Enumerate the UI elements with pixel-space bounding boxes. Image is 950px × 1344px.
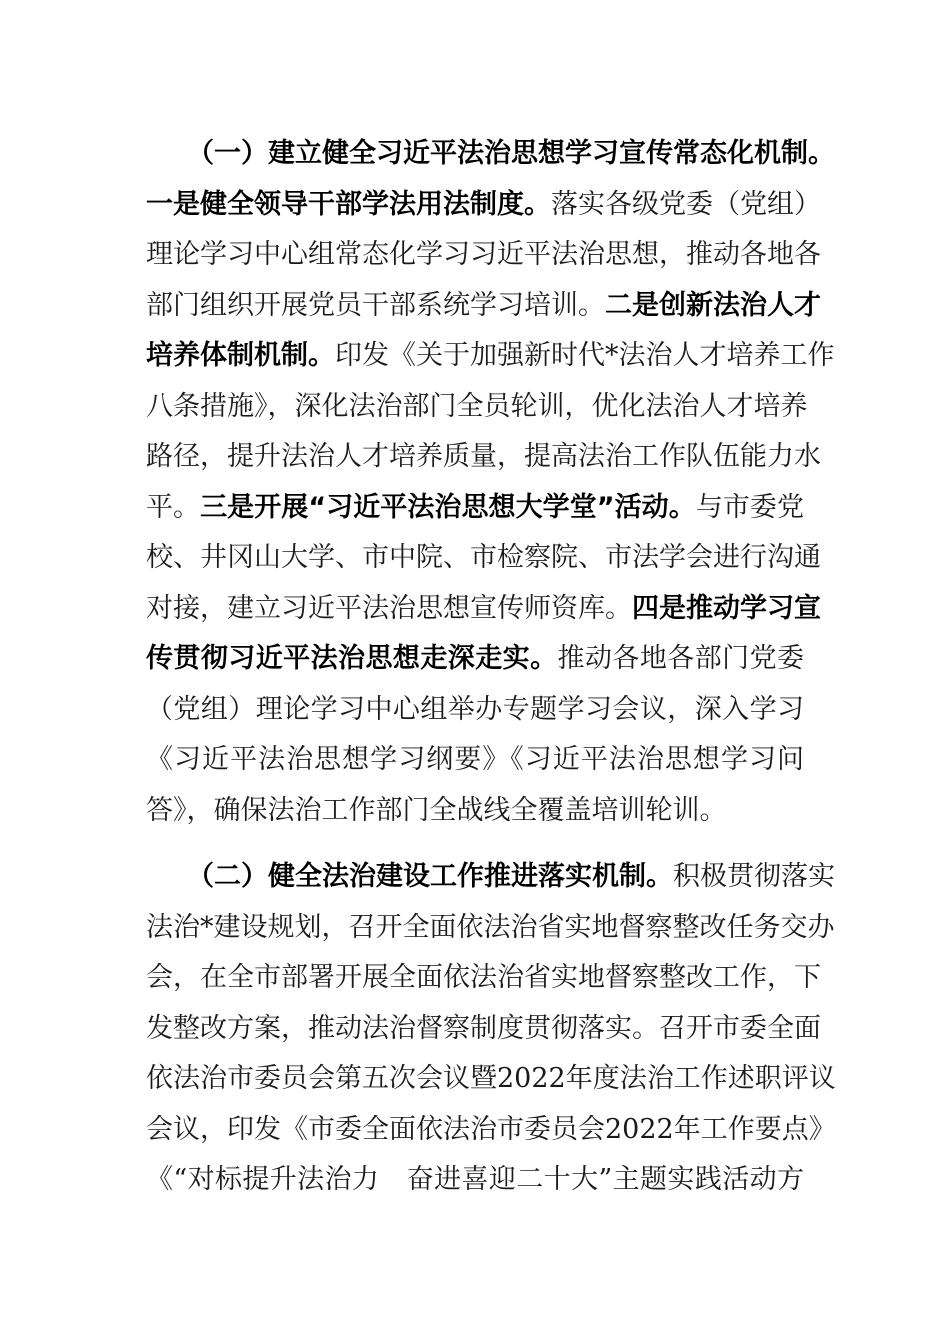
body-text: 依法治市委员会第五次会议暨2022年度法治工作述职评议 xyxy=(146,1063,836,1094)
text-line xyxy=(146,1054,836,1105)
subheading: 一是健全领导干部学法用法制度。 xyxy=(146,188,551,220)
text-line xyxy=(146,331,835,382)
subheading: 四是推动学习宣 xyxy=(632,592,821,624)
text-line xyxy=(146,432,821,483)
body-text: 会，在全市部署开展全面依法治省实地督察整改工作，下 xyxy=(146,962,821,993)
text-line xyxy=(146,129,835,180)
body-text: 路径，提升法治人才培养质量，提高法治工作队伍能力水 xyxy=(146,441,821,472)
text-line xyxy=(146,786,804,837)
text-line xyxy=(146,685,804,736)
text-line xyxy=(146,533,821,584)
subheading: 培养体制机制。 xyxy=(146,340,335,371)
body-text: （党组）理论学习中心组举办专题学习会议，深入学习 xyxy=(146,693,804,725)
document-body xyxy=(146,129,836,1206)
text-line xyxy=(146,1105,836,1156)
text-line xyxy=(146,230,821,281)
section-heading: （二）健全法治建设工作推进落实机制。 xyxy=(187,861,673,892)
body-text: 理论学习中心组常态化学习习近平法治思想，推动各地各 xyxy=(146,239,821,270)
paragraph-section-1 xyxy=(146,129,835,836)
subheading: 传贯彻习近平法治思想走深走实。 xyxy=(146,643,558,674)
body-text: 会议，印发《市委全面依法治市委员会2022年工作要点》 xyxy=(146,1113,836,1145)
body-text: 印发《关于加强新时代*法治人才培养工作 xyxy=(335,340,835,371)
text-line xyxy=(146,735,804,786)
body-text: 答》，确保法治工作部门全战线全覆盖培训轮训。 xyxy=(146,794,727,826)
subheading: 二是创新法治人才 xyxy=(605,289,821,321)
body-text: 部门组织开展党员干部系统学习培训。 xyxy=(146,289,605,321)
text-line xyxy=(146,483,804,534)
body-text: 推动各地各部门党委 xyxy=(557,643,805,674)
text-line xyxy=(146,634,804,685)
body-text: 对接，建立习近平法治思想宣传师资库。 xyxy=(146,592,632,624)
subheading: 三是开展“习近平法治思想大学堂”活动。 xyxy=(200,491,696,523)
paragraph-section-2 xyxy=(146,852,836,1206)
body-text: 《“对标提升法治力 奋进喜迎二十大”主题实践活动方 xyxy=(146,1164,804,1195)
body-text: 法治*建设规划，召开全面依法治省实地督察整改任务交办 xyxy=(146,911,835,943)
body-text: 八条措施》，深化法治部门全员轮训，优化法治人才培养 xyxy=(146,390,808,422)
text-line xyxy=(146,281,821,332)
body-text: 平。 xyxy=(146,491,201,523)
text-line xyxy=(146,852,835,903)
body-text: 与市委党 xyxy=(695,491,804,523)
text-line xyxy=(146,180,821,231)
body-text: 《习近平法治思想学习纲要》《习近平法治思想学习问 xyxy=(146,744,804,775)
text-line xyxy=(146,382,808,433)
text-line xyxy=(146,1004,821,1055)
body-text: 校、井冈山大学、市中院、市检察院、市法学会进行沟通 xyxy=(146,542,821,573)
section-heading: （一）建立健全习近平法治思想学习宣传常态化机制。 xyxy=(187,138,835,169)
text-line xyxy=(146,953,821,1004)
body-text: 落实各级党委（党组） xyxy=(551,188,821,220)
text-line xyxy=(146,903,835,954)
text-line xyxy=(146,1155,804,1206)
text-line xyxy=(146,584,821,635)
body-text: 积极贯彻落实 xyxy=(673,861,835,892)
paragraph-gap xyxy=(146,836,804,852)
body-text: 发整改方案，推动法治督察制度贯彻落实。召开市委全面 xyxy=(146,1012,821,1044)
